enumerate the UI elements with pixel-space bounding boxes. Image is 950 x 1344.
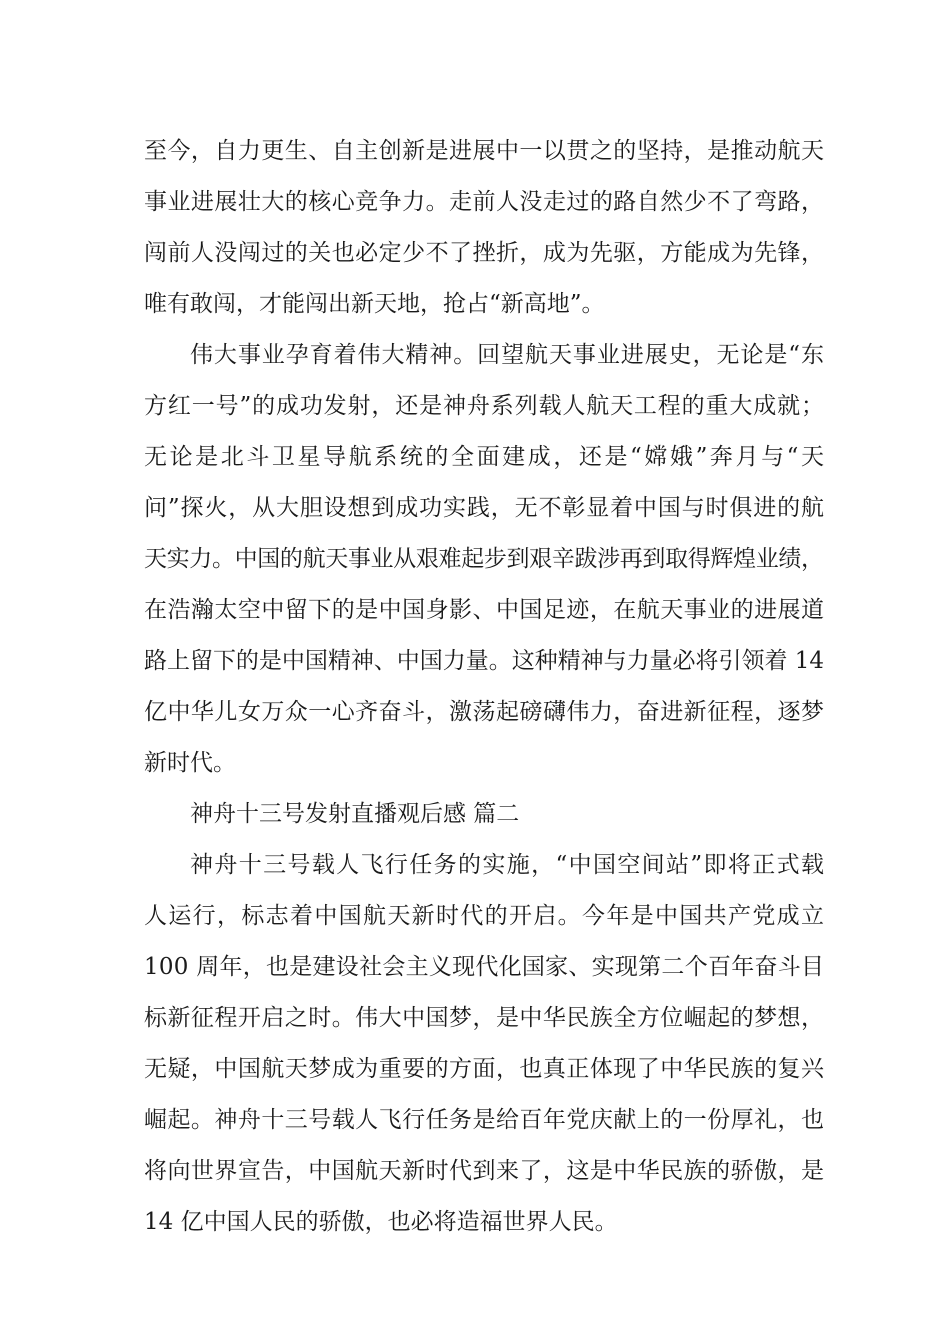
text-line: 神舟十三号载人飞行任务的实施，“中国空间站”即将正式载 (190, 852, 826, 878)
text-line: 人运行，标志着中国航天新时代的开启。今年是中国共产党成立 (144, 903, 826, 929)
text-line: 问”探火，从大胆设想到成功实践，无不彰显着中国与时俱进的航 (144, 495, 825, 521)
text-line: 在浩瀚太空中留下的是中国身影、中国足迹，在航天事业的进展道 (144, 597, 825, 623)
text-line: 无疑，中国航天梦成为重要的方面，也真正体现了中华民族的复兴 (144, 1056, 825, 1082)
text-line: 路上留下的是中国精神、中国力量。这种精神与力量必将引领着 14 (144, 648, 824, 674)
text-line: 神舟十三号发射直播观后感 篇二 (190, 801, 520, 827)
text-line: 事业进展壮大的核心竞争力。走前人没走过的路自然少不了弯路， (144, 189, 825, 215)
text-line: 闯前人没闯过的关也必定少不了挫折，成为先驱，方能成为先锋， (144, 240, 825, 266)
document-body (144, 126, 827, 1248)
text-line: 标新征程开启之时。伟大中国梦，是中华民族全方位崛起的梦想， (144, 1005, 825, 1031)
text-line: 14 亿中国人民的骄傲，也必将造福世界人民。 (144, 1209, 618, 1235)
text-line: 新时代。 (144, 750, 236, 776)
text-line: 将向世界宣告，中国航天新时代到来了，这是中华民族的骄傲，是 (144, 1158, 825, 1184)
text-line: 方红一号”的成功发射，还是神舟系列载人航天工程的重大成就； (144, 393, 825, 419)
text-line: 亿中华儿女万众一心齐奋斗，激荡起磅礴伟力，奋进新征程，逐梦 (144, 699, 825, 725)
text-line: 伟大事业孕育着伟大精神。回望航天事业进展史，无论是“东 (190, 342, 825, 368)
text-line: 无论是北斗卫星导航系统的全面建成，还是“嫦娥”奔月与“天 (144, 444, 827, 470)
text-line: 唯有敢闯，才能闯出新天地，抢占“新高地”。 (144, 291, 605, 317)
text-line: 崛起。神舟十三号载人飞行任务是给百年党庆献上的一份厚礼，也 (144, 1107, 825, 1133)
text-line: 100 周年，也是建设社会主义现代化国家、实现第二个百年奋斗目 (144, 954, 825, 980)
text-line: 至今，自力更生、自主创新是进展中一以贯之的坚持，是推动航天 (144, 138, 825, 164)
text-line: 天实力。中国的航天事业从艰难起步到艰辛跋涉再到取得辉煌业绩， (144, 546, 824, 572)
